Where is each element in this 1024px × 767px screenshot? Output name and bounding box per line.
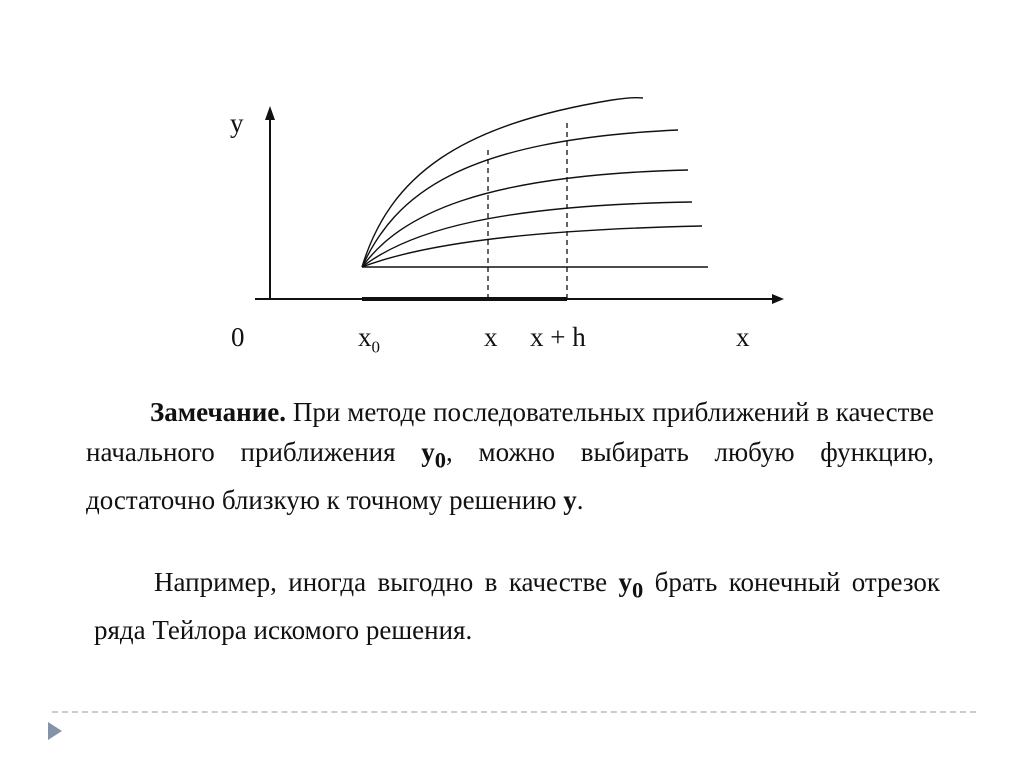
y0-symbol: $y_0$ (618, 567, 644, 603)
y-axis-arrow (265, 106, 275, 120)
x0-label: $x_0$ (358, 322, 380, 357)
example-paragraph: Например, иногда выгодно в качестве $y_0$ брать конечный отрезок ряда Тейлора искомого решения. (94, 567, 940, 646)
origin-label: 0 (231, 322, 245, 352)
x-label: x (484, 322, 498, 352)
remark-title: Замечание. (150, 397, 287, 427)
approximation-diagram (0, 0, 1024, 360)
y0-symbol: $y_0$ (421, 437, 447, 473)
x-axis-label: x (736, 322, 750, 352)
x-plus-h-label: x + h (530, 322, 586, 352)
next-slide-arrow-icon[interactable] (48, 722, 62, 740)
y-axis-label: y (230, 108, 244, 138)
remark-paragraph: Замечание. При методе последовательных приближений в качестве начального приближения $y_0$, можно выбирать любую функцию, достаточно близкую к точному решению y. (86, 397, 934, 516)
approximation-curve-5 (362, 98, 643, 267)
approximation-curve-1 (362, 226, 702, 267)
x-axis-arrow (772, 294, 784, 304)
approximation-curve-4 (362, 130, 678, 267)
footer-divider (52, 711, 976, 713)
y-symbol: y (563, 485, 577, 516)
